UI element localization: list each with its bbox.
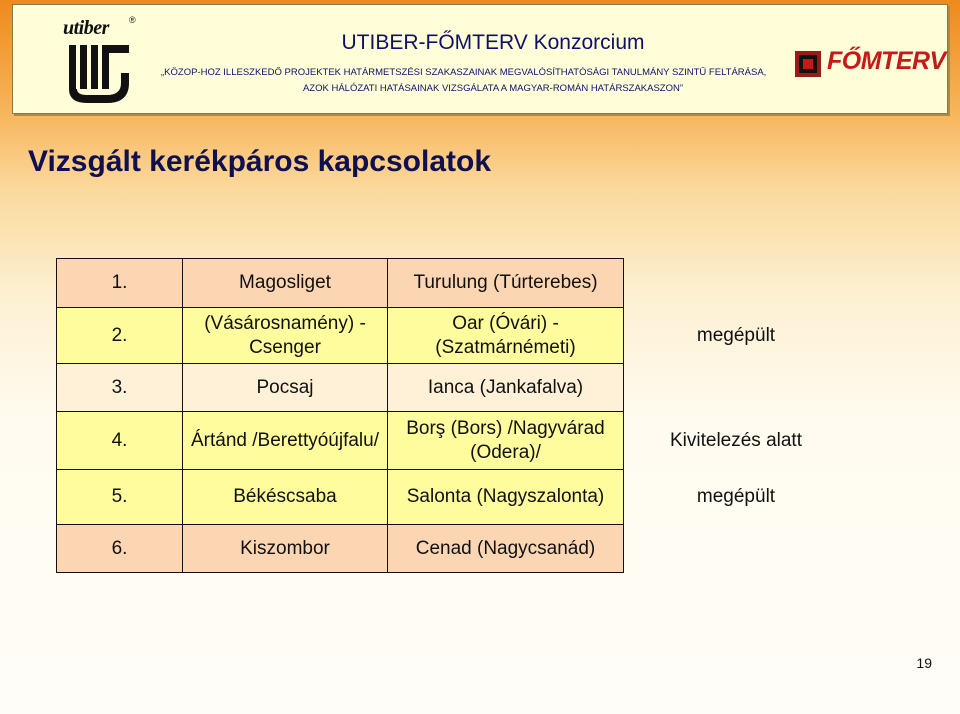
row-number: 1. xyxy=(57,259,183,308)
utiber-logo-text: utiber xyxy=(63,17,109,39)
header-title: UTIBER-FŐMTERV Konzorcium xyxy=(341,31,645,54)
connections-table xyxy=(56,258,624,573)
romanian-location: Borş (Bors) /Nagyvárad (Odera)/ xyxy=(388,412,624,470)
hungarian-location: Ártánd /Berettyóújfalu/ xyxy=(183,412,388,470)
page-number: 19 xyxy=(916,655,932,671)
table-row xyxy=(57,308,624,364)
romanian-location: Salonta (Nagyszalonta) xyxy=(388,470,624,525)
status-built-2: megépült xyxy=(696,486,776,507)
registered-mark: ® xyxy=(129,15,136,25)
header-banner xyxy=(12,4,948,114)
hungarian-location: Kiszombor xyxy=(183,525,388,573)
row-number: 6. xyxy=(57,525,183,573)
hungarian-location: Békéscsaba xyxy=(183,470,388,525)
hungarian-location: Magosliget xyxy=(183,259,388,308)
romanian-location: Cenad (Nagycsanád) xyxy=(388,525,624,573)
utiber-logo xyxy=(63,15,143,107)
header-subtitle-line1: „KÖZOP-HOZ ILLESZKEDŐ PROJEKTEK HATÁRMETSZÉSI SZAKASZAINAK MEGVALÓSÍTHATÓSÁGI TANULMÁNY SZINTŰ FELTÁRÁSA, xyxy=(161,67,767,78)
row-number: 4. xyxy=(57,412,183,470)
table-row xyxy=(57,259,624,308)
row-number: 3. xyxy=(57,364,183,412)
row-number: 5. xyxy=(57,470,183,525)
table-row xyxy=(57,525,624,573)
status-built-1: megépült xyxy=(696,325,776,346)
hungarian-location: (Vásárosnamény) - Csenger xyxy=(183,308,388,364)
romanian-location: Turulung (Túrterebes) xyxy=(388,259,624,308)
row-number: 2. xyxy=(57,308,183,364)
fomterv-logo xyxy=(793,47,946,81)
hungarian-location: Pocsaj xyxy=(183,364,388,412)
slide-title: Vizsgált kerékpáros kapcsolatok xyxy=(28,145,492,178)
header-subtitle-line2: AZOK HÁLÓZATI HATÁSAINAK VIZSGÁLATA A MAGYAR-ROMÁN HATÁRSZAKASZON” xyxy=(302,83,684,94)
utiber-emblem-icon xyxy=(67,43,133,105)
table-row xyxy=(57,412,624,470)
table-row xyxy=(57,470,624,525)
romanian-location: Oar (Óvári) - (Szatmárnémeti) xyxy=(388,308,624,364)
romanian-location: Ianca (Jankafalva) xyxy=(388,364,624,412)
table-row xyxy=(57,364,624,412)
fomterv-emblem-icon xyxy=(793,47,827,81)
fomterv-logo-text: FŐMTERV xyxy=(827,47,946,75)
status-under-construction: Kivitelezés alatt xyxy=(669,430,802,451)
